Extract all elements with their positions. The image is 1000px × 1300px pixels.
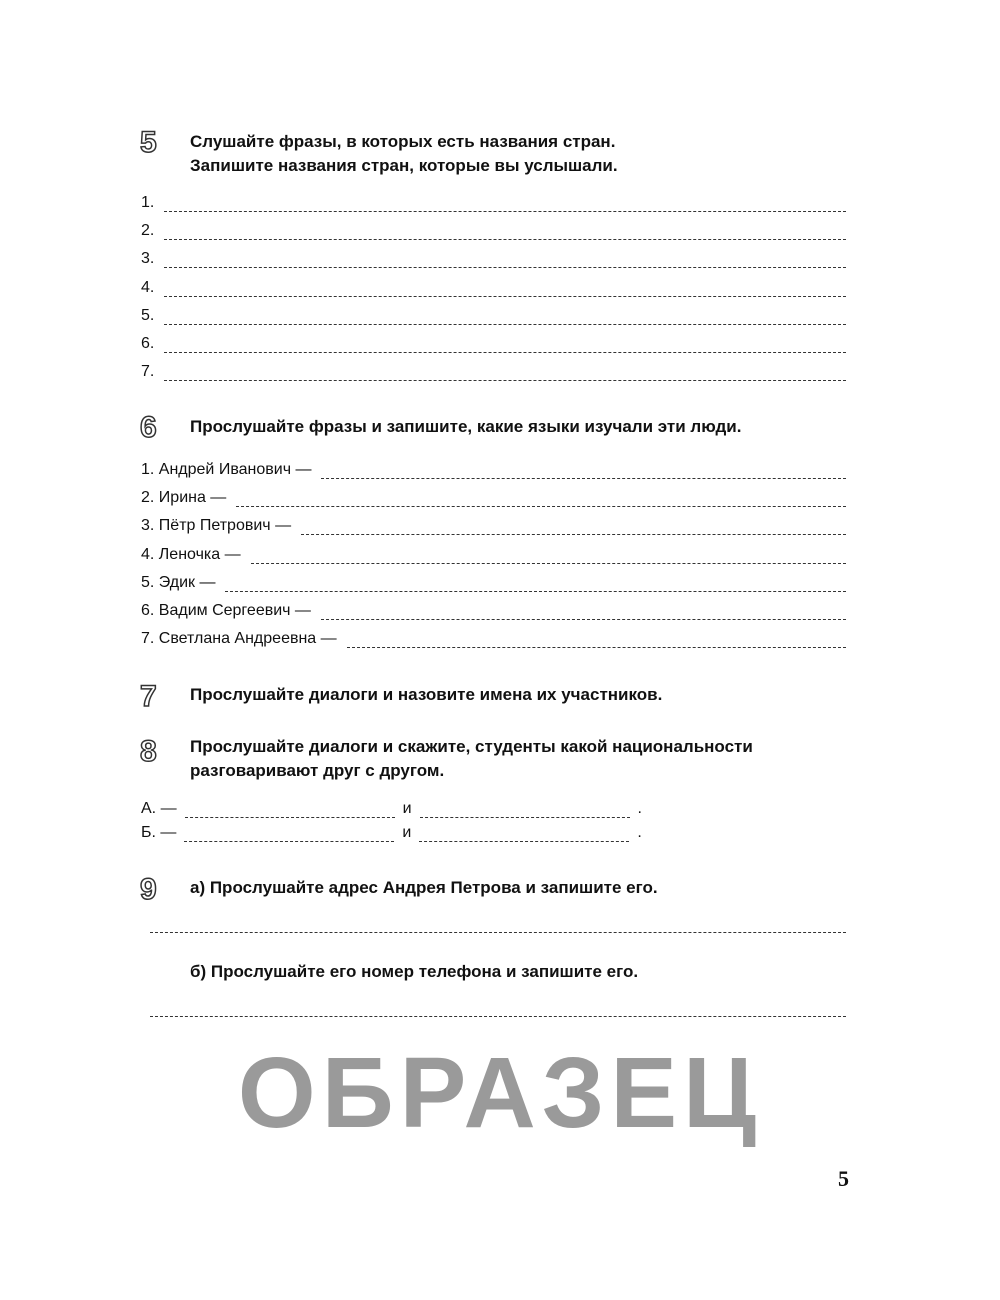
task-6-instructions: Прослушайте фразы и запишите, какие языки изучали эти люди. (190, 417, 742, 436)
answer-label: 5. Эдик — (141, 573, 216, 591)
answer-label: 4. Леночка — (141, 545, 241, 563)
answer-label: 3. (141, 250, 155, 268)
answer-label: 7. (141, 363, 155, 381)
answer-field[interactable] (164, 338, 846, 353)
answer-row (141, 303, 846, 325)
task-9b-instructions: б) Прослушайте его номер телефона и запишите его. (190, 962, 639, 981)
answer-label: 5. (141, 306, 155, 324)
answer-row (141, 275, 846, 297)
conjunction: и (402, 824, 412, 841)
answer-field[interactable] (347, 633, 846, 648)
answer-row (141, 331, 846, 353)
task-text: Слушайте фразы, в которых есть названия стран. (190, 132, 616, 151)
task-text: Запишите названия стран, которые вы услышали. (190, 156, 618, 175)
answer-field[interactable] (164, 366, 846, 381)
answer-row (141, 457, 846, 479)
answer-field[interactable] (321, 605, 846, 620)
answer-field[interactable] (419, 827, 629, 842)
task-text: разговаривают друг с другом. (190, 761, 445, 780)
task-9a-instructions: а) Прослушайте адрес Андрея Петрова и запишите его. (190, 878, 658, 897)
answer-label: 7. Светлана Андреевна — (141, 630, 337, 648)
answer-field[interactable] (301, 520, 846, 535)
answer-field[interactable] (164, 282, 846, 297)
answer-row (141, 246, 846, 268)
period: . (637, 824, 642, 841)
answer-label: А. — (141, 800, 177, 817)
answer-row (141, 626, 846, 648)
answer-label: 2. (141, 222, 155, 240)
answer-field[interactable] (236, 492, 846, 507)
answer-row (141, 542, 846, 564)
answer-label: 1. (141, 194, 155, 211)
answer-label: 2. Ирина — (141, 489, 227, 507)
watermark: ОБРАЗЕЦ (237, 1037, 763, 1149)
answer-field[interactable] (164, 197, 846, 212)
answer-field[interactable] (184, 827, 394, 842)
task-number: 5 (140, 126, 157, 159)
answer-row (141, 218, 846, 240)
answer-row (141, 485, 846, 507)
answer-field[interactable] (225, 577, 846, 592)
task-number: 8 (140, 735, 157, 768)
answer-field[interactable] (185, 803, 395, 818)
answer-field[interactable] (164, 253, 846, 268)
answer-row (141, 598, 846, 620)
answer-field[interactable] (164, 225, 846, 240)
answer-label: Б. — (141, 824, 177, 841)
answer-row (141, 570, 846, 592)
answer-label: 6. (141, 335, 155, 352)
answer-field[interactable] (251, 549, 846, 564)
answer-row (141, 190, 846, 212)
answer-label: 4. (141, 278, 155, 296)
answer-field[interactable] (420, 803, 630, 818)
page-number: 5 (838, 1166, 849, 1191)
task-text: Прослушайте диалоги и скажите, студенты какой национальности (190, 737, 753, 756)
answer-field[interactable] (321, 464, 846, 479)
answer-field[interactable] (164, 310, 846, 325)
answer-label: 6. Вадим Сергеевич — (141, 602, 311, 619)
answer-field[interactable] (150, 1016, 846, 1017)
task-8-instructions (190, 735, 753, 783)
period: . (637, 800, 642, 817)
answer-label: 3. Пётр Петрович — (141, 517, 292, 535)
task-5-instructions (190, 130, 618, 178)
answer-row (141, 513, 846, 535)
task-number: 7 (140, 680, 157, 713)
task-number: 9 (140, 873, 157, 906)
answer-row-b (141, 820, 642, 842)
conjunction: и (402, 800, 412, 817)
answer-row (141, 359, 846, 381)
task-7-instructions: Прослушайте диалоги и назовите имена их участников. (190, 685, 663, 704)
answer-label: 1. Андрей Иванович — (141, 461, 312, 478)
answer-row-a (141, 796, 642, 818)
answer-field[interactable] (150, 932, 846, 933)
task-number: 6 (140, 411, 157, 444)
